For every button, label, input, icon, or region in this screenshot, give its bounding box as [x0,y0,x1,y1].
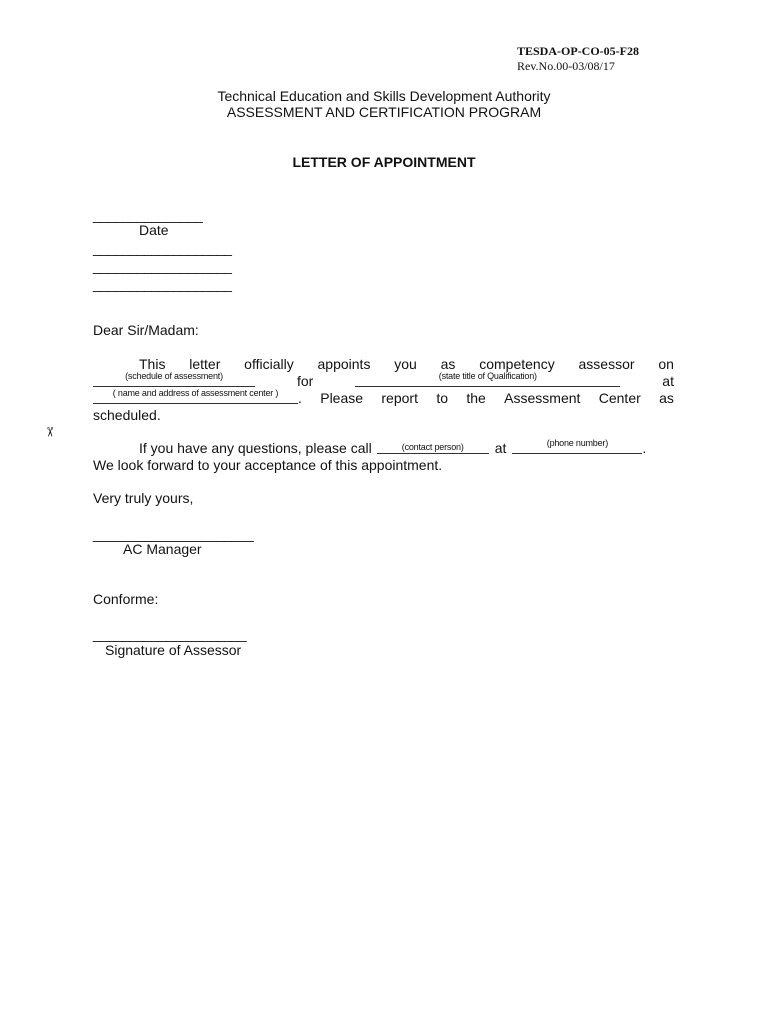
word: Assessment [504,390,581,406]
program-name: ASSESSMENT AND CERTIFICATION PROGRAM [226,104,542,120]
signatory-title: AC Manager [123,541,202,557]
scheduled-text: scheduled. [93,407,161,423]
word: officially [244,356,294,372]
date-line: _______________ [93,207,203,223]
word: you [394,356,417,372]
address-line-3: ___________________ [93,276,232,292]
signature-line-manager: ______________________ [93,526,254,542]
word: as [440,356,456,372]
phone-hint: (phone number) [546,438,609,448]
org-name: Technical Education and Skills Development Authority [217,88,551,104]
period: . [642,440,647,456]
word: on [658,356,674,372]
word: competency [479,356,555,372]
word: Center [598,390,641,406]
closing: Very truly yours, [93,490,194,506]
word: to [436,390,448,406]
qualification-blank[interactable] [355,373,620,389]
word-at: at [494,440,507,456]
paragraph-2-line-1 [139,440,646,456]
word-for: for [296,373,314,389]
paragraph-1-line-1 [93,356,674,372]
phone-number-blank[interactable] [512,440,642,456]
scissors-icon: ✂ [42,426,58,438]
word: as [659,390,674,406]
word: letter [189,356,221,372]
word: assessor [578,356,635,372]
paragraph-1-line-2 [93,373,674,389]
letter-title: LETTER OF APPOINTMENT [292,154,476,170]
word: Please [320,390,364,406]
paragraph-2-line-2: We look forward to your acceptance of this appointment. [93,457,443,473]
center-blank[interactable] [93,390,298,406]
word-at: at [662,373,674,389]
signature-line-assessor: _____________________ [93,626,247,642]
date-label: Date [139,222,169,238]
conforme-label: Conforme: [93,591,159,607]
signature-label: Signature of Assessor [105,642,242,658]
contact-hint: (contact person) [401,442,464,452]
call-text: If you have any questions, please call [139,440,372,456]
center-hint: ( name and address of assessment center ) [112,388,279,398]
word: the [466,390,486,406]
address-line-1: ___________________ [93,240,232,256]
schedule-hint: (schedule of assessment) [125,371,223,381]
qualification-hint: (state title of Qualification) [438,371,537,381]
word: This [139,356,166,372]
period: . [298,390,302,406]
paragraph-1-line-3 [93,390,674,406]
schedule-blank[interactable] [93,373,255,389]
salutation: Dear Sir/Madam: [93,322,199,338]
revision-number: Rev.No.00-03/08/17 [517,59,615,73]
word: report [381,390,418,406]
word: appoints [317,356,371,372]
address-line-2: ___________________ [93,258,232,274]
contact-person-blank[interactable] [377,440,489,456]
form-code: TESDA-OP-CO-05-F28 [517,44,639,58]
